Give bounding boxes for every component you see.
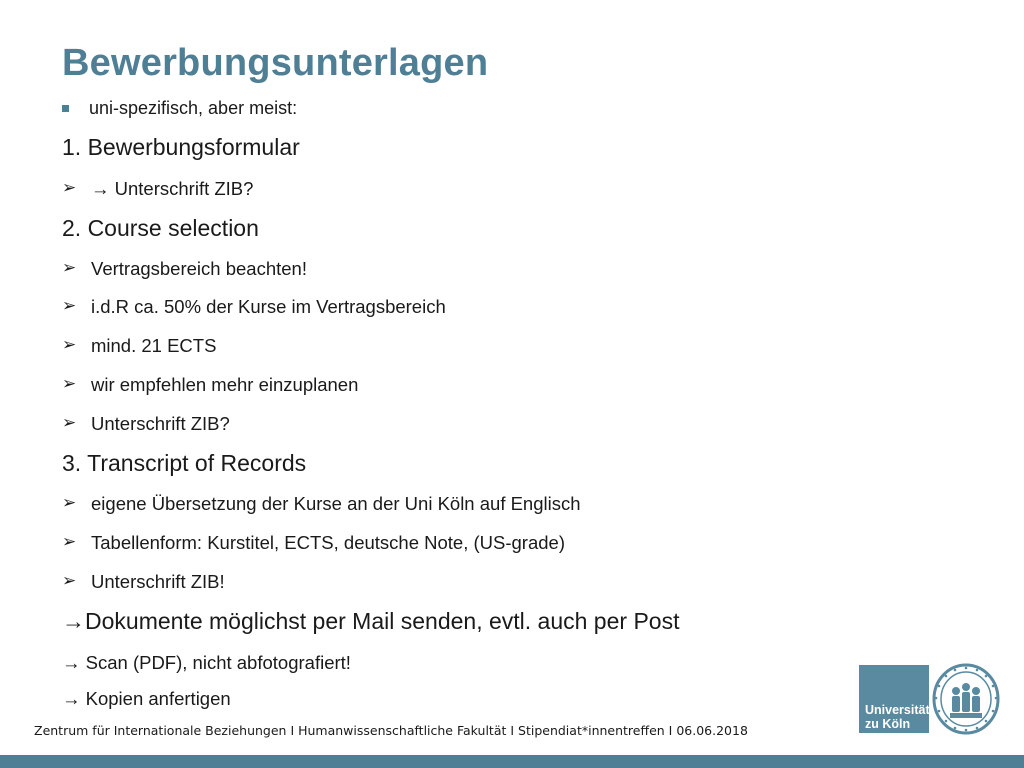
logo-line-1: Universität (865, 703, 930, 717)
arrowhead-bullet-icon: ➢ (62, 532, 77, 551)
footer-text: Zentrum für Internationale Beziehungen I Humanwissenschaftliche Fakultät I Stipendiat*innentreffen I 06.06.2018 (34, 723, 748, 738)
arrowhead-bullet-icon: ➢ (62, 374, 77, 393)
arrowhead-bullet-icon: ➢ (62, 571, 77, 590)
section-heading-2: 2. Course selection (62, 215, 259, 241)
logo-line-2: zu Köln (865, 717, 911, 731)
university-logo (859, 665, 929, 733)
page-title: Bewerbungsunterlagen (62, 42, 489, 84)
square-bullet-icon (62, 105, 69, 112)
arrowhead-bullet-icon: ➢ (62, 178, 77, 197)
note-item: → Kopien anfertigen (62, 688, 231, 709)
arrowhead-bullet-icon: ➢ (62, 258, 77, 277)
arrowhead-bullet-icon: ➢ (62, 413, 77, 432)
note-item: → Scan (PDF), nicht abfotografiert! (62, 652, 351, 673)
arrowhead-bullet-icon: ➢ (62, 296, 77, 315)
arrowhead-bullet-icon: ➢ (62, 335, 77, 354)
bottom-bar (0, 755, 1024, 768)
section-heading-3: 3. Transcript of Records (62, 450, 307, 476)
section-heading-1: 1. Bewerbungsformular (62, 134, 300, 160)
university-seal-icon (932, 663, 1000, 735)
note-line: →Dokumente möglichst per Mail senden, evtl. auch per Post (62, 608, 680, 634)
intro-text: uni-spezifisch, aber meist: (89, 98, 298, 118)
arrowhead-bullet-icon: ➢ (62, 493, 77, 512)
